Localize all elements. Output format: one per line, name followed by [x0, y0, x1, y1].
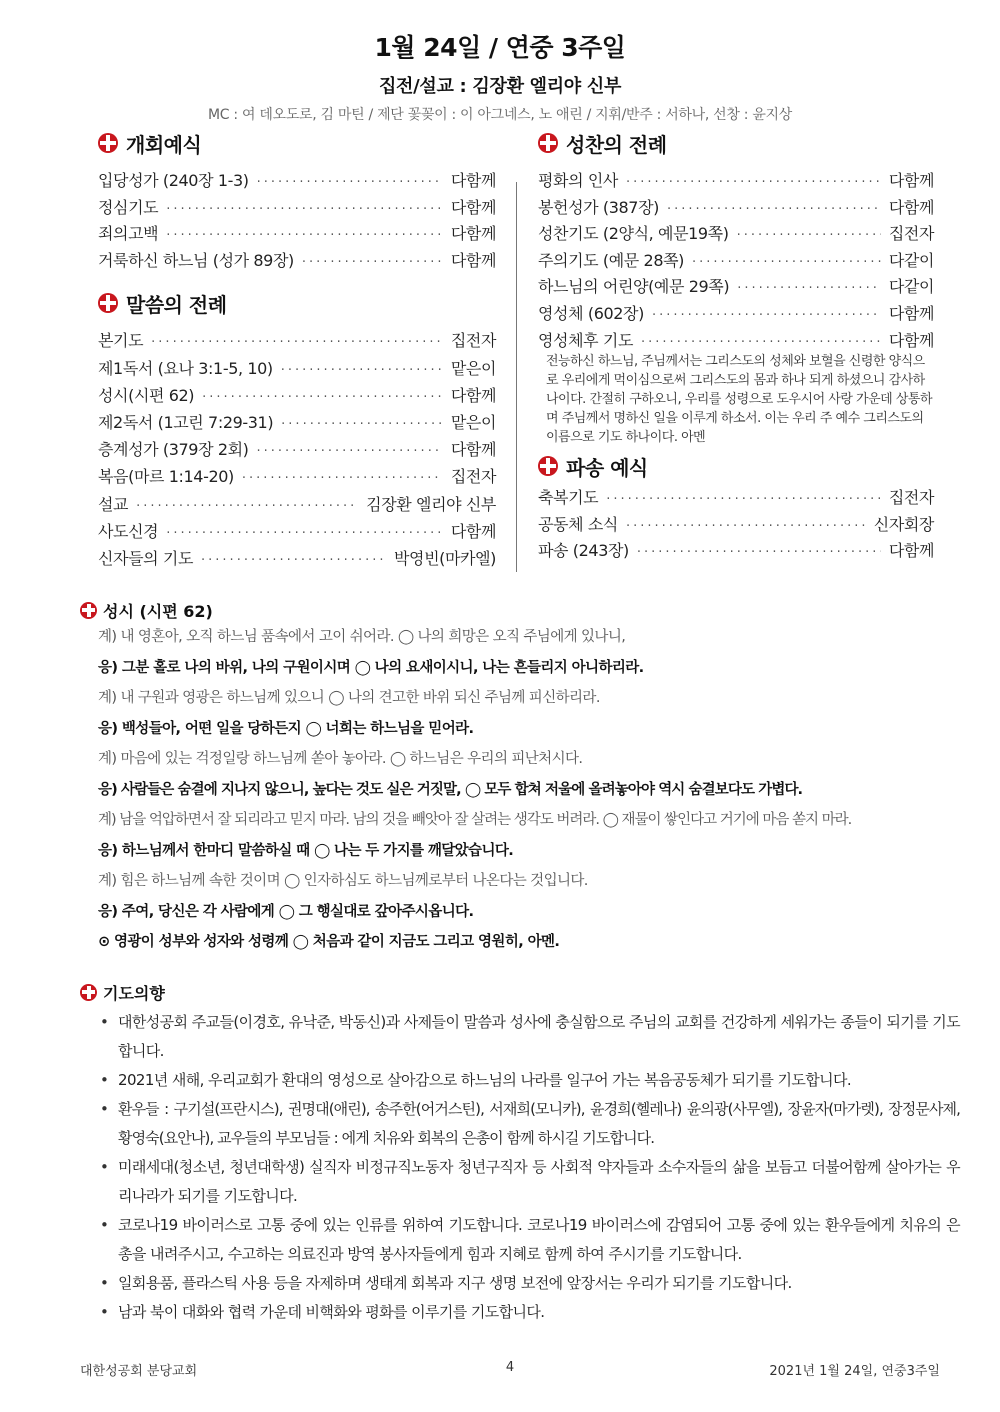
item-label: 신자들의 기도: [98, 548, 194, 568]
item-who: 다함께: [450, 521, 496, 541]
order-item: [98, 410, 496, 437]
item-label: 주의기도 (예문 28쪽): [538, 250, 685, 270]
section-title: 말씀의 전례: [126, 292, 227, 317]
section-title: 성찬의 전례: [566, 132, 667, 157]
intentions-list: [80, 1008, 960, 1327]
item-label: 하느님의 어린양(예문 29쪽): [538, 277, 730, 297]
psalm-verse: 계) 내 영혼아, 오직 하느님 품속에서 고이 쉬어라. ◯ 나의 희망은 오직 주님에게 있나니,: [98, 629, 626, 645]
cross-icon: [80, 602, 97, 619]
order-item: [98, 437, 496, 464]
order-item: [538, 328, 934, 355]
item-who: 다함께: [450, 385, 496, 405]
leader-dots: [257, 175, 443, 190]
order-item: [98, 168, 496, 195]
intention-item: • 일회용품, 플라스틱 사용 등을 자제하며 생태계 회복과 지구 생명 보전에 앞장서는 우리가 되기를 기도합니다.: [80, 1269, 960, 1298]
section-eucharist-header: [538, 128, 934, 158]
leader-dots: [626, 519, 866, 534]
item-who: 다함께: [888, 303, 934, 323]
order-item: [538, 512, 934, 539]
intention-item: • 대한성공회 주교들(이경호, 유낙준, 박동신)과 사제들이 말씀과 성사에 충실함으로 주님의 교회를 건강하게 세워가는 종들이 되기를 기도합니다.: [80, 1008, 960, 1066]
leader-dots: [737, 281, 881, 296]
page-subtitle: 집전/설교 : 김장환 엘리야 신부: [378, 76, 622, 97]
order-item: [98, 492, 496, 519]
item-who: 다함께: [450, 224, 496, 244]
staff-line: MC : 여 데오도로, 김 마틴 / 제단 꽃꽂이 : 이 아그네스, 노 애린 / 지휘/반주 : 서하나, 선창 : 윤지상: [207, 107, 793, 123]
psalm-section: [80, 598, 940, 958]
leader-dots: [136, 499, 358, 514]
leader-dots: [166, 228, 443, 243]
order-item: [98, 519, 496, 546]
section-title: 파송 예식: [566, 455, 648, 480]
leader-dots: [202, 390, 443, 405]
intentions-section: [80, 980, 960, 1327]
page-title: 1월 24일 / 연중 3주일: [374, 33, 626, 62]
item-who: 다같이: [888, 277, 934, 297]
psalm-header: [80, 598, 940, 622]
item-label: 제1독서 (요나 3:1-5, 10): [98, 358, 273, 378]
item-who: 다함께: [888, 197, 934, 217]
leader-dots: [692, 255, 881, 270]
leader-dots: [606, 492, 881, 507]
opening-list: [98, 168, 496, 274]
leader-dots: [242, 471, 443, 486]
order-item: [98, 546, 496, 573]
item-who: 집전자: [888, 224, 934, 244]
psalm-response: 응) 백성들아, 어떤 일을 당하든지 ◯ 너희는 하느님을 믿어라.: [98, 720, 474, 737]
order-item: [98, 221, 496, 248]
item-label: 죄의고백: [98, 224, 159, 244]
item-label: 복음(마르 1:14-20): [98, 467, 234, 487]
item-label: 영성체후 기도: [538, 330, 634, 350]
item-who: 다함께: [450, 250, 496, 270]
page-header: [0, 28, 1000, 124]
leader-dots: [641, 335, 881, 350]
item-label: 층계성가 (379장 2회): [98, 440, 249, 460]
order-item: [98, 328, 496, 355]
item-label: 본기도: [98, 331, 144, 351]
section-opening-header: [98, 128, 496, 158]
item-label: 성시(시편 62): [98, 385, 195, 405]
leader-dots: [201, 553, 386, 568]
leader-dots: [166, 526, 443, 541]
item-who: 김장환 엘리야 신부: [366, 494, 496, 514]
intention-item: • 2021년 새해, 우리교회가 환대의 영성으로 살아감으로 하느님의 나라를 일구어 가는 복음공동체가 되기를 기도합니다.: [80, 1066, 960, 1095]
post-communion-prayer: 전능하신 하느님, 주님께서는 그리스도의 성체와 보혈을 신령한 양식으로 우리에게 먹이심으로써 그리스도의 몸과 하나 되게 하셨으니 감사하나이다. 간절히 구하오니, 우리를 성령으로 도우시어 사랑 가운데 상통하며 주님께서 명하신 일을 이루게 하소서. 이는 우리 주 예수 그리스도의 이름으로 기도 하나이다. 아멘: [546, 354, 933, 446]
intention-item: • 미래세대(청소년, 청년대학생) 실직자 비정규직노동자 청년구직자 등 사회적 약자들과 소수자들의 삶을 보듬고 더불어함께 살아가는 우리나라가 되기를 기도합니다.: [80, 1153, 960, 1211]
item-who: 박영빈(마카엘): [393, 548, 496, 568]
leader-dots: [281, 363, 443, 378]
leader-dots: [151, 335, 443, 350]
order-item: [538, 274, 934, 301]
item-label: 파송 (243장): [538, 541, 629, 561]
order-item: [538, 301, 934, 328]
order-item: [538, 538, 934, 565]
item-label: 평화의 인사: [538, 171, 618, 190]
psalm-response: 응) 그분 홀로 나의 바위, 나의 구원이시며 ◯ 나의 요새이시니, 나는 흔들리지 아니하리라.: [98, 659, 644, 676]
leader-dots: [302, 255, 443, 270]
item-who: 다함께: [888, 171, 934, 190]
item-label: 거룩하신 하느님 (성가 89장): [98, 250, 294, 270]
order-item: [98, 356, 496, 383]
section-word-header: [98, 288, 496, 318]
column-divider: [516, 182, 517, 572]
left-column: [98, 128, 496, 573]
order-item: [538, 248, 934, 275]
psalm-response: 응) 사람들은 숨결에 지나지 않으니, 높다는 것도 실은 거짓말, ◯ 모두 합쳐 저울에 올려놓아야 역시 숨결보다도 가볍다.: [98, 781, 803, 798]
order-item: [98, 464, 496, 491]
item-label: 입당성가 (240장 1-3): [98, 171, 249, 190]
item-label: 설교: [98, 494, 129, 514]
item-label: 축복기도: [538, 488, 599, 508]
page-footer: [80, 1360, 940, 1380]
intentions-title: 기도의향: [103, 983, 165, 1003]
right-column: [538, 128, 934, 565]
intention-item: • 남과 북이 대화와 협력 가운데 비핵화와 평화를 이루기를 기도합니다.: [80, 1298, 960, 1327]
item-label: 제2독서 (1고린 7:29-31): [98, 412, 274, 432]
intention-item: • 코로나19 바이러스로 고통 중에 있는 인류를 위하여 기도합니다. 코로나19 바이러스에 감염되어 고통 중에 있는 환우들에게 치유의 은총을 내려주시고, 수고하는 의료진과 방역 봉사자들에게 힘과 지혜로 함께 하여 주시기를 기도합니다.: [80, 1211, 960, 1269]
psalm-response: 응) 하느님께서 한마디 말씀하실 때 ◯ 나는 두 가지를 깨달았습니다.: [98, 842, 514, 859]
order-item: [538, 195, 934, 222]
item-who: 다함께: [888, 330, 934, 350]
psalm-gloria: ⊙ 영광이 성부와 성자와 성령께 ◯ 처음과 같이 지금도 그리고 영원히, 아멘.: [98, 934, 560, 950]
item-who: 신자회장: [873, 514, 934, 534]
cross-icon: [80, 984, 97, 1001]
leader-dots: [626, 175, 881, 190]
item-who: 다함께: [450, 171, 496, 190]
word-list: [98, 328, 496, 573]
psalm-verse: 계) 내 구원과 영광은 하느님께 있으니 ◯ 나의 견고한 바위 되신 주님께 피신하리라.: [98, 690, 600, 706]
leader-dots: [737, 228, 881, 243]
cross-icon: [98, 133, 118, 153]
item-who: 집전자: [450, 467, 496, 487]
order-item: [538, 485, 934, 512]
psalm-verse: 계) 힘은 하느님께 속한 것이며 ◯ 인자하심도 하느님께로부터 나온다는 것입니다.: [98, 873, 588, 889]
item-label: 공동체 소식: [538, 514, 618, 534]
item-label: 영성체 (602장): [538, 303, 644, 323]
item-who: 맡은이: [450, 412, 496, 432]
cross-icon: [98, 293, 118, 313]
psalm-response: 응) 주여, 당신은 각 사람에게 ◯ 그 행실대로 갚아주시옵니다.: [98, 903, 474, 920]
item-label: 봉헌성가 (387장): [538, 197, 659, 217]
item-who: 맡은이: [450, 358, 496, 378]
psalm-verse: 계) 남을 억압하면서 잘 되리라고 믿지 마라. 남의 것을 빼앗아 잘 살려는 생각도 버려라. ◯ 재물이 쌓인다고 거기에 마음 쏟지 마라.: [98, 812, 852, 828]
item-label: 정심기도: [98, 197, 159, 217]
leader-dots: [637, 545, 881, 560]
item-who: 집전자: [450, 331, 496, 351]
order-item: [98, 195, 496, 222]
leader-dots: [667, 202, 881, 217]
eucharist-list: [538, 168, 934, 354]
item-who: 다같이: [888, 250, 934, 270]
intention-item: • 환우들 : 구기설(프란시스), 권명대(애린), 송주한(어거스틴), 서재희(모니카), 윤경희(헬레나) 윤의광(사무엘), 장윤자(마가렛), 장정문사제, 황영숙(요안나), 교우들의 부모님들 : 에게 치유와 회복의 은총이 함께 하시길 기도합니다.: [80, 1095, 960, 1153]
psalm-verse: 계) 마음에 있는 걱정일랑 하느님께 쏟아 놓아라. ◯ 하느님은 우리의 피난처시다.: [98, 751, 583, 767]
order-item: [98, 248, 496, 275]
item-who: 다함께: [888, 541, 934, 561]
order-item: [538, 221, 934, 248]
cross-icon: [538, 456, 558, 476]
order-item: [98, 383, 496, 410]
item-who: 다함께: [450, 440, 496, 460]
footer-church: 대한성공회 분당교회: [80, 1364, 198, 1379]
item-label: 성찬기도 (2양식, 예문19쪽): [538, 224, 729, 244]
leader-dots: [281, 417, 443, 432]
footer-date: 2021년 1월 24일, 연중3주일: [769, 1364, 940, 1379]
leader-dots: [652, 308, 881, 323]
section-title: 개회예식: [126, 132, 202, 157]
item-who: 집전자: [888, 488, 934, 508]
psalm-title: 성시 (시편 62): [103, 601, 213, 621]
leader-dots: [166, 202, 443, 217]
intentions-header: [80, 980, 960, 1004]
page-number: 4: [505, 1360, 515, 1375]
section-dismissal-header: [538, 451, 934, 481]
order-item: [538, 168, 934, 195]
cross-icon: [538, 133, 558, 153]
item-who: 다함께: [450, 197, 496, 217]
leader-dots: [257, 444, 443, 459]
dismissal-list: [538, 485, 934, 565]
item-label: 사도신경: [98, 521, 159, 541]
